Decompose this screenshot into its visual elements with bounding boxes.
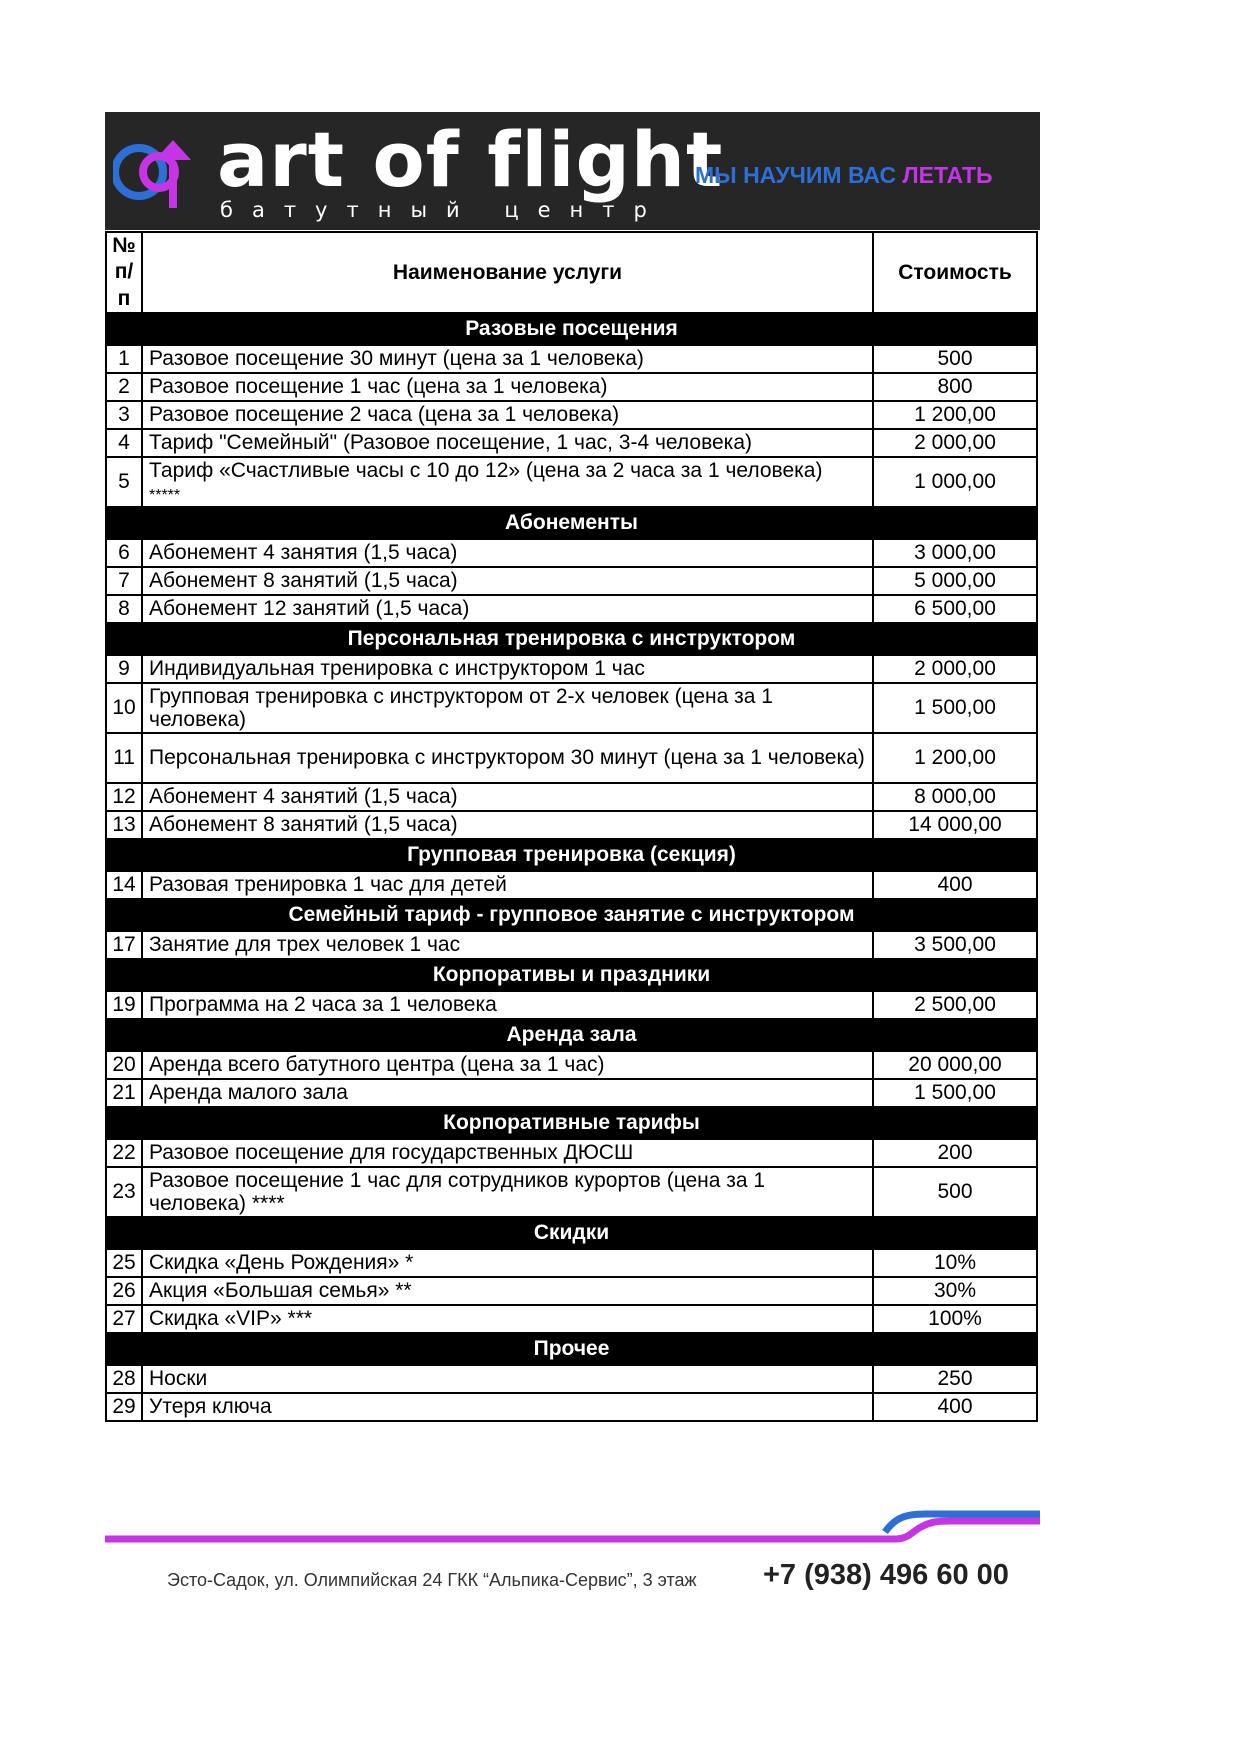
row-number: 20: [106, 1051, 142, 1079]
service-name: [142, 1365, 873, 1393]
row-number: 22: [106, 1139, 142, 1167]
service-name-text: Индивидуальная тренировка с инструктором 1 час: [149, 657, 645, 681]
service-name: [142, 1051, 873, 1079]
row-number: 14: [106, 871, 142, 899]
service-name: [142, 733, 873, 783]
service-name: [142, 429, 873, 457]
slogan: [695, 162, 993, 189]
service-name: [142, 1167, 873, 1217]
service-name-text: Разовое посещение 1 час (цена за 1 человека): [149, 375, 608, 399]
logo-icon: [113, 140, 203, 212]
table-row: [106, 457, 1037, 507]
service-name-text: Групповая тренировка с инструктором от 2-х человек (цена за 1 человека): [149, 684, 773, 731]
service-name: [142, 811, 873, 839]
service-price: 2 500,00: [873, 991, 1037, 1019]
section-title: Семейный тариф - групповое занятие с инструктором: [106, 899, 1037, 931]
service-name-text: Тариф «Счастливые часы с 10 до 12» (цена за 2 часа за 1 человека): [149, 458, 823, 482]
brand-name: art of flight: [217, 115, 724, 204]
section-header-row: [106, 507, 1037, 539]
column-header-name: Наименование услуги: [142, 232, 873, 313]
table-row: [106, 429, 1037, 457]
service-price: 400: [873, 1393, 1037, 1421]
service-name: [142, 1079, 873, 1107]
service-price: 2 000,00: [873, 655, 1037, 683]
service-price: 1 000,00: [873, 457, 1037, 507]
section-title: Прочее: [106, 1333, 1037, 1365]
service-price: 1 500,00: [873, 1079, 1037, 1107]
row-number: 19: [106, 991, 142, 1019]
service-name-text: Разовое посещение 30 минут (цена за 1 человека): [149, 347, 644, 371]
service-name: [142, 567, 873, 595]
footer-stripe-art: [105, 1508, 1040, 1548]
table-row: [106, 1277, 1037, 1305]
service-price: 1 200,00: [873, 733, 1037, 783]
service-name-text: Утеря ключа: [149, 1395, 272, 1419]
service-name-text: Занятие для трех человек 1 час: [149, 933, 461, 957]
slogan-part-1: МЫ НАУЧИМ ВАС: [695, 162, 897, 188]
table-row: [106, 991, 1037, 1019]
service-name: [142, 373, 873, 401]
row-number: 10: [106, 683, 142, 733]
slogan-part-2: ЛЕТАТЬ: [902, 162, 993, 188]
service-name-text: Абонемент 8 занятий (1,5 часа): [149, 813, 458, 837]
section-title: Групповая тренировка (секция): [106, 839, 1037, 871]
table-row: [106, 1305, 1037, 1333]
table-row: [106, 733, 1037, 783]
row-number: 27: [106, 1305, 142, 1333]
row-number: 21: [106, 1079, 142, 1107]
phone-number[interactable]: +7 (938) 496 60 00: [763, 1559, 1009, 1591]
section-header-row: [106, 1333, 1037, 1365]
service-price: 200: [873, 1139, 1037, 1167]
column-header-price: Стоимость: [873, 232, 1037, 313]
service-price: 800: [873, 373, 1037, 401]
service-name-text: Аренда малого зала: [149, 1081, 348, 1105]
service-name-text: Абонемент 4 занятий (1,5 часа): [149, 785, 458, 809]
service-name-text: Разовое посещение для государственных ДЮСШ: [149, 1141, 634, 1165]
section-header-row: [106, 959, 1037, 991]
table-row: [106, 1139, 1037, 1167]
service-price: 20 000,00: [873, 1051, 1037, 1079]
service-name: [142, 457, 873, 507]
table-row: [106, 1079, 1037, 1107]
service-name: [142, 871, 873, 899]
row-number: 28: [106, 1365, 142, 1393]
section-title: Абонементы: [106, 507, 1037, 539]
service-price: 3 500,00: [873, 931, 1037, 959]
service-name: [142, 783, 873, 811]
service-price: 2 000,00: [873, 429, 1037, 457]
service-name-text: Акция «Большая семья» **: [149, 1279, 412, 1303]
service-name: [142, 1393, 873, 1421]
service-name-text: Скидка «День Рождения» *: [149, 1251, 414, 1275]
column-header-number: № п/ п: [106, 232, 142, 313]
service-name: [142, 345, 873, 373]
service-price: 5 000,00: [873, 567, 1037, 595]
service-name: [142, 991, 873, 1019]
section-title: Корпоративы и праздники: [106, 959, 1037, 991]
table-row: [106, 1365, 1037, 1393]
section-header-row: [106, 1217, 1037, 1249]
row-number: 4: [106, 429, 142, 457]
service-name: [142, 1305, 873, 1333]
section-header-row: [106, 1107, 1037, 1139]
service-price: 3 000,00: [873, 539, 1037, 567]
service-name: [142, 655, 873, 683]
table-row: [106, 655, 1037, 683]
service-price: 8 000,00: [873, 783, 1037, 811]
table-row: [106, 1167, 1037, 1217]
section-title: Персональная тренировка с инструктором: [106, 623, 1037, 655]
section-header-row: [106, 623, 1037, 655]
service-name: [142, 401, 873, 429]
service-name: [142, 1277, 873, 1305]
service-name-text: Тариф "Семейный" (Разовое посещение, 1 час, 3-4 человека): [149, 431, 753, 455]
service-name: [142, 595, 873, 623]
table-row: [106, 683, 1037, 733]
row-number: 1: [106, 345, 142, 373]
table-row: [106, 811, 1037, 839]
table-row: [106, 401, 1037, 429]
service-name-text: Программа на 2 часа за 1 человека: [149, 993, 497, 1017]
section-title: Разовые посещения: [106, 313, 1037, 345]
service-price: 500: [873, 345, 1037, 373]
service-name-text: Персональная тренировка с инструктором 30 минут (цена за 1 человека): [149, 746, 865, 770]
table-row: [106, 345, 1037, 373]
row-number: 25: [106, 1249, 142, 1277]
table-row: [106, 931, 1037, 959]
section-header-row: [106, 1019, 1037, 1051]
price-table-body: [106, 232, 1037, 1421]
table-row: [106, 595, 1037, 623]
table-row: [106, 1393, 1037, 1421]
service-name-text: Абонемент 8 занятий (1,5 часа): [149, 569, 458, 593]
row-number: 9: [106, 655, 142, 683]
table-row: [106, 567, 1037, 595]
section-title: Аренда зала: [106, 1019, 1037, 1051]
price-table: [105, 231, 1038, 1422]
row-number: 29: [106, 1393, 142, 1421]
service-name-text: Носки: [149, 1367, 208, 1391]
brand-subtitle: батутный центр: [220, 198, 666, 222]
service-price: 14 000,00: [873, 811, 1037, 839]
service-price: 400: [873, 871, 1037, 899]
section-title: Скидки: [106, 1217, 1037, 1249]
service-name-text: Разовая тренировка 1 час для детей: [149, 873, 507, 897]
service-name: [142, 1249, 873, 1277]
service-price: 500: [873, 1167, 1037, 1217]
row-number: 26: [106, 1277, 142, 1305]
row-number: 2: [106, 373, 142, 401]
row-number: 17: [106, 931, 142, 959]
service-price: 30%: [873, 1277, 1037, 1305]
service-price: 250: [873, 1365, 1037, 1393]
service-name-text: Разовое посещение 1 час для сотрудников курортов (цена за 1 человека) ****: [149, 1168, 766, 1215]
row-number: 11: [106, 733, 142, 783]
service-price: 6 500,00: [873, 595, 1037, 623]
row-number: 23: [106, 1167, 142, 1217]
service-name-text: Скидка «VIP» ***: [149, 1307, 313, 1331]
table-header-row: [106, 232, 1037, 313]
row-number: 3: [106, 401, 142, 429]
section-title: Корпоративные тарифы: [106, 1107, 1037, 1139]
row-number: 5: [106, 457, 142, 507]
row-number: 12: [106, 783, 142, 811]
header-banner: [105, 112, 1040, 230]
section-header-row: [106, 899, 1037, 931]
service-name: [142, 539, 873, 567]
service-price: 100%: [873, 1305, 1037, 1333]
service-price: 1 200,00: [873, 401, 1037, 429]
table-row: [106, 373, 1037, 401]
section-header-row: [106, 839, 1037, 871]
service-name-text: Абонемент 12 занятий (1,5 часа): [149, 597, 470, 621]
row-number: 7: [106, 567, 142, 595]
row-number: 8: [106, 595, 142, 623]
service-name: [142, 683, 873, 733]
service-name-text: Абонемент 4 занятия (1,5 часа): [149, 541, 458, 565]
service-name-text: Разовое посещение 2 часа (цена за 1 человека): [149, 403, 620, 427]
service-footnote-mark: *****: [149, 486, 181, 504]
section-header-row: [106, 313, 1037, 345]
table-row: [106, 783, 1037, 811]
service-name: [142, 1139, 873, 1167]
table-row: [106, 1051, 1037, 1079]
address: Эсто-Садок, ул. Олимпийская 24 ГКК “Альпика-Сервис”, 3 этаж: [167, 1570, 697, 1590]
service-price: 10%: [873, 1249, 1037, 1277]
service-name-text: Аренда всего батутного центра (цена за 1 час): [149, 1053, 605, 1077]
table-row: [106, 1249, 1037, 1277]
row-number: 13: [106, 811, 142, 839]
row-number: 6: [106, 539, 142, 567]
table-row: [106, 539, 1037, 567]
service-price: 1 500,00: [873, 683, 1037, 733]
table-row: [106, 871, 1037, 899]
service-name: [142, 931, 873, 959]
